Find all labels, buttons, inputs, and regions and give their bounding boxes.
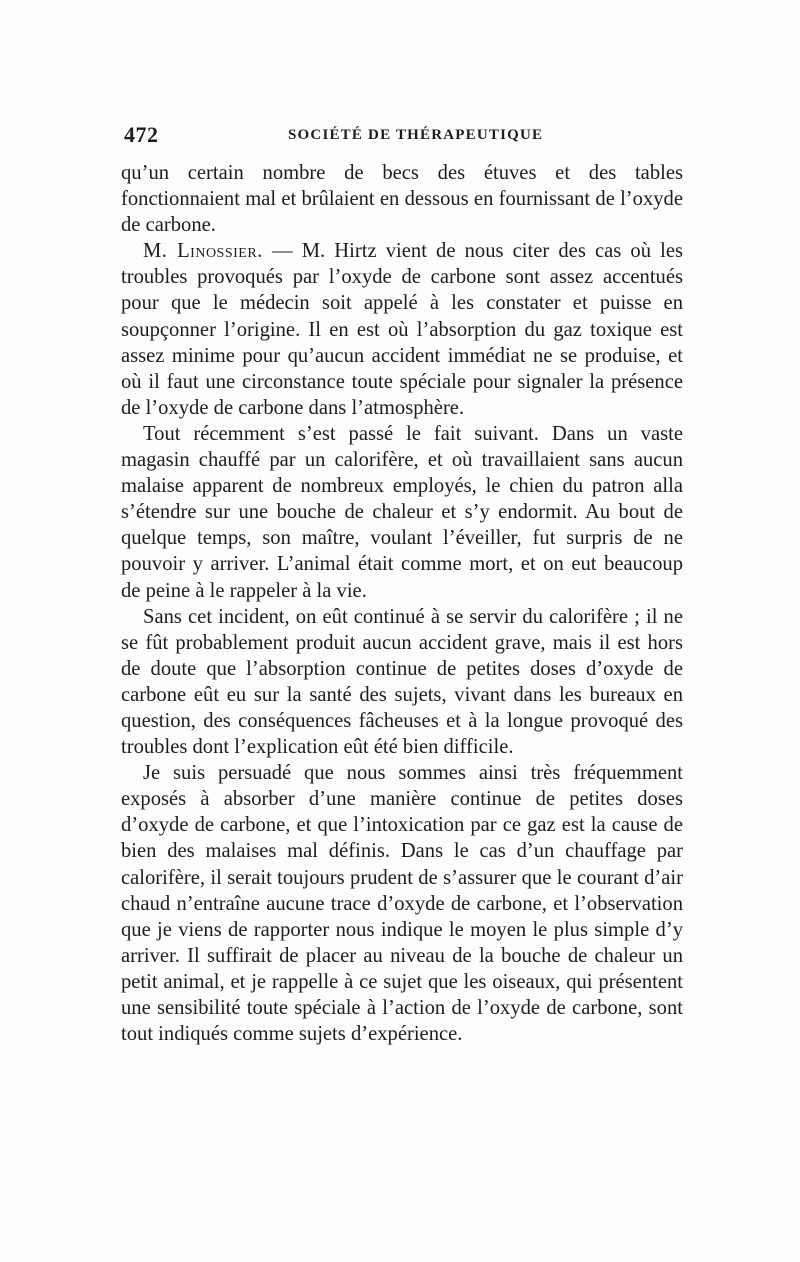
paragraph: Je suis persuadé que nous sommes ainsi très fréquemment exposés à absorber d’une manière continue de petites doses d’oxyde de carbone, et que l’intoxication par ce gaz est la cause de bien des malaises mal définis. Dans le cas d’un chauffage par calorifère, il serait toujours prudent de s’assurer que le courant d’air chaud n’entraîne aucune trace d’oxyde de carbone, et l’observation que je viens de rapporter nous indique le moyen le plus simple d’y arriver. Il suffirait de placer au niveau de la bouche de chaleur un petit animal, et je rappelle à ce sujet que les oiseaux, qui présentent une sensibilité toute spéciale à l’action de l’oxyde de carbone, sont tout indiqués comme sujets d’expérience. [121,762,683,1046]
paragraph: Sans cet incident, on eût continué à se servir du calorifère ; il ne se fût probablement produit aucun accident grave, mais il est hors de doute que l’absorption continue de petites doses d’oxyde de carbone eût eu sur la santé des sujets, vivant dans les bureaux en question, des conséquences fâcheuses et à la longue provoqué des troubles dont l’explication eût été bien difficile. [121,605,683,759]
speaker-name: M. Linossier. [143,240,263,263]
paragraph-continued: qu’un certain nombre de becs des étuves et des tables fonctionnaient mal et brûlaient en dessous en fournissant de l’oxyde de carbone. [121,162,683,237]
body-text [121,160,683,1047]
running-title: SOCIÉTÉ DE THÉRAPEUTIQUE [288,127,544,143]
paragraph-text: — M. Hirtz vient de nous citer des cas où les troubles provoqués par l’oxyde de carbone sont assez accentués pour que le médecin soit appelé à les constater et puisse en soupçonner l’origine. Il en est où l’absorption du gaz toxique est assez minime pour qu’aucun accident immédiat ne se produise, et où il faut une circonstance toute spéciale pour signaler la présence de l’oxyde de carbone dans l’atmosphère. [121,240,684,419]
page-number: 472 [124,122,159,147]
paragraph-linossier [121,238,683,421]
paragraph: Tout récemment s’est passé le fait suivant. Dans un vaste magasin chauffé par un calorifère, et où travaillaient sans aucun malaise apparent de nombreux employés, le chien du patron alla s’étendre sur une bouche de chaleur et s’y endormit. Au bout de quelque temps, son maître, voulant l’éveiller, fut surpris de ne pouvoir y arriver. L’animal était comme mort, et on eut beaucoup de peine à le rappeler à la vie. [121,422,683,602]
